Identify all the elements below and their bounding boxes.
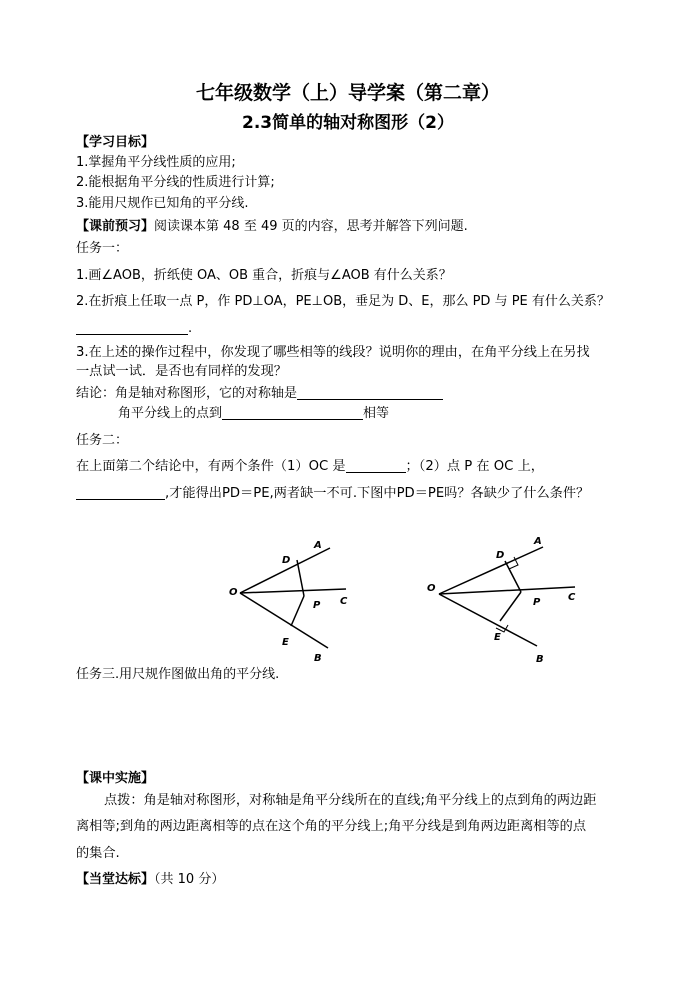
conclusion-blank-2[interactable] <box>222 405 363 420</box>
page-subtitle: 2.3简单的轴对称图形（2） <box>242 113 454 133</box>
task2-blank-1[interactable] <box>346 458 406 473</box>
angle-bisector-figures <box>0 520 696 670</box>
in-class-line1: 点拨：角是轴对称图形，对称轴是角平分线所在的直线;角平分线上的点到角的两边距 <box>104 793 597 808</box>
label-p: P <box>313 600 321 611</box>
label-o: O <box>427 583 436 594</box>
label-e: E <box>494 632 501 643</box>
task2-line1: 在上面第二个结论中，有两个条件（1）OC 是 ；（2）点 P 在 OC 上， <box>76 459 544 474</box>
task2-line2: ,才能得出PD＝PE,两者缺一不可.下图中PD＝PE吗？各缺少了什么条件？ <box>76 485 589 503</box>
assessment-score: （共 10 分） <box>154 872 225 887</box>
preview-heading: 【课前预习】 <box>76 219 155 234</box>
ray-ob <box>439 594 537 646</box>
preview-line <box>76 218 468 236</box>
segment-pd <box>505 561 521 592</box>
task1-label: 任务一： <box>76 241 129 256</box>
objectives-heading: 【学习目标】 <box>76 135 155 150</box>
label-p: P <box>533 597 541 608</box>
ray-oa <box>439 547 543 594</box>
task2-label: 任务二： <box>76 433 129 448</box>
segment-pe <box>500 592 521 621</box>
figure-right-labels <box>427 536 576 665</box>
label-a: A <box>534 536 542 547</box>
label-c: C <box>568 592 576 603</box>
objective-1: 1.掌握角平分线性质的应用; <box>76 155 236 170</box>
label-a: A <box>314 540 322 551</box>
figure-left <box>240 548 346 648</box>
label-c: C <box>340 596 348 607</box>
in-class-line2: 离相等;到角的两边距离相等的点在这个角的平分线上;角平分线是到角两边距离相等的点 <box>76 819 587 834</box>
label-e: E <box>282 637 289 648</box>
label-d: D <box>282 555 291 566</box>
label-o: O <box>229 587 238 598</box>
label-b: B <box>314 653 322 664</box>
ray-oc <box>240 589 346 593</box>
figure-right <box>439 547 575 646</box>
conclusion-line2: 角平分线上的点到 相等 <box>118 406 390 421</box>
objective-2: 2.能根据角平分线的性质进行计算; <box>76 175 275 190</box>
label-b: B <box>536 654 544 665</box>
conclusion-blank-1[interactable] <box>297 385 443 400</box>
assessment-heading: 【当堂达标】 <box>76 872 155 887</box>
right-angle-mark-e <box>496 625 508 632</box>
objective-3: 3.能用尺规作已知角的平分线. <box>76 196 249 211</box>
label-d: D <box>496 550 505 561</box>
segment-pe <box>291 596 304 626</box>
task2-blank-2[interactable] <box>76 485 165 500</box>
assessment-line <box>76 871 224 889</box>
conclusion-line1: 结论：角是轴对称图形，它的对称轴是 <box>76 385 443 403</box>
question-1: 1.画∠AOB，折纸使 OA、OB 重合，折痕与∠AOB 有什么关系？ <box>76 268 452 283</box>
ray-oc <box>439 587 575 594</box>
answer-blank[interactable] <box>76 320 188 335</box>
page-title: 七年级数学（上）导学案（第二章） <box>195 82 500 104</box>
in-class-line3: 的集合. <box>76 846 120 861</box>
question-2: 2.在折痕上任取一点 P，作 PD⊥OA，PE⊥OB，垂足为 D、E，那么 PD 与 PE 有什么关系？ <box>76 294 610 309</box>
question-3-line1: 3.在上述的操作过程中，你发现了哪些相等的线段？说明你的理由，在角平分线上在另找 <box>76 345 590 360</box>
question-2-answer-line: . <box>76 320 192 338</box>
figure-left-labels <box>229 540 348 664</box>
preview-intro: 阅读课本第 48 至 49 页的内容，思考并解答下列问题. <box>154 219 468 234</box>
in-class-heading: 【课中实施】 <box>76 771 155 786</box>
task3: 任务三.用尺规作图做出角的平分线. <box>76 667 280 682</box>
question-3-line2: 一点试一试．是否也有同样的发现？ <box>76 364 287 379</box>
